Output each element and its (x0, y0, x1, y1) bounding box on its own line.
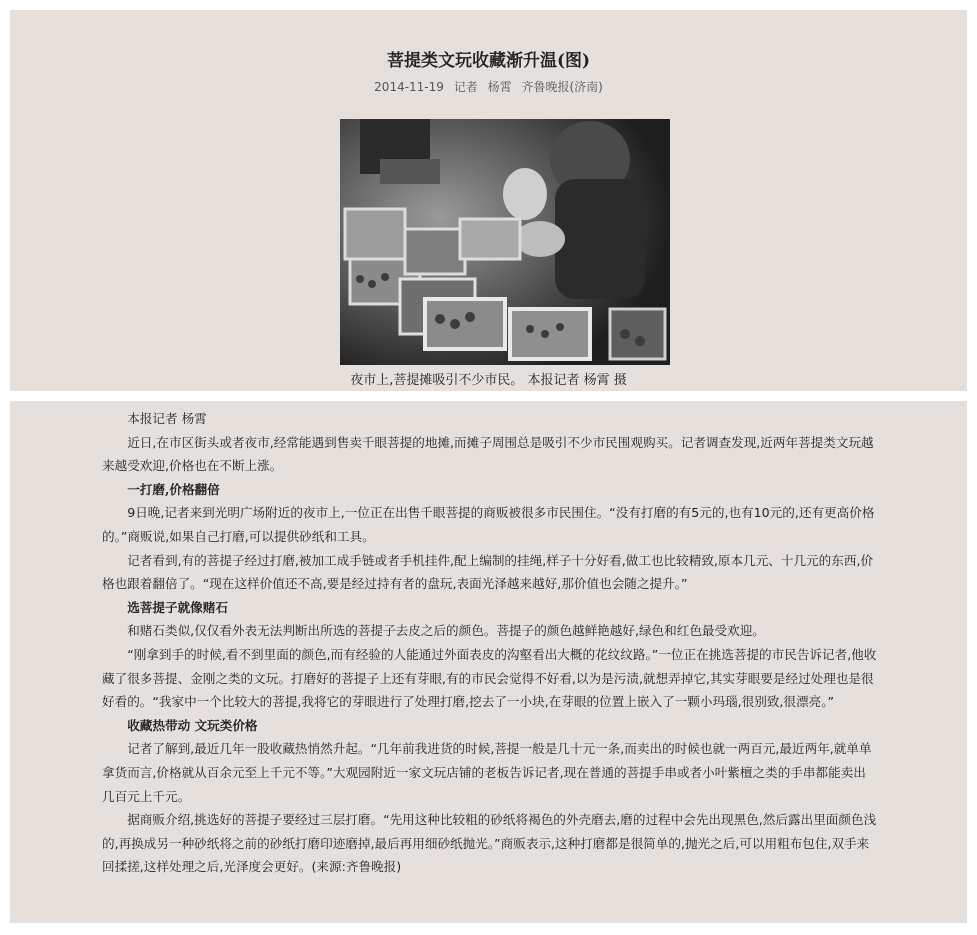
subheading-2: 选菩提子就像赌石 (127, 599, 228, 615)
paragraph-7: 据商贩介绍,挑选好的菩提子要经过三层打磨。“先用这种比较粗的砂纸将褐色的外壳磨去,磨的过程中会先出现黑色,然后露出里面颜色浅的,再换成另一种砂纸将之前的砂纸打磨印迹磨掉,最后再用细砂纸抛光。”商贩表示,这种打磨都是很简单的,抛光之后,可以用粗布包住,双手来回揉搓,这样处理之后,光泽度会更好。(来源:齐鲁晚报) (102, 812, 877, 875)
reporter-name: 杨霄 (487, 80, 512, 94)
article-title: 菩提类文玩收藏渐升温(图) (386, 51, 591, 71)
paragraph-2: 9日晚,记者来到光明广场附近的夜市上,一位正在出售千眼菩提的商贩被很多市民围住。“没有打磨的有5元的,也有10元的,还有更高价格的。”商贩说,如果自己打磨,可以提供砂纸和工具。 (102, 505, 875, 544)
paragraph-4: 和赌石类似,仅仅看外表无法判断出所选的菩提子去皮之后的颜色。菩提子的颜色越鲜艳越好,绿色和红色最受欢迎。 (127, 623, 765, 639)
article-body-panel (10, 401, 967, 923)
paragraph-1: 近日,在市区街头或者夜市,经常能遇到售卖千眼菩提的地摊,而摊子周围总是吸引不少市民围观购买。记者调查发现,近两年菩提类文玩越来越受欢迎,价格也在不断上涨。 (102, 434, 874, 474)
photo-illustration (340, 119, 670, 365)
paragraph-3: 记者看到,有的菩提子经过打磨,被加工成手链或者手机挂件,配上编制的挂绳,样子十分好看,做工也比较精致,原本几元、十几元的东西,价格也跟着翻倍了。“现在这样价值还不高,要是经过持有者的盘玩,表面光泽越来越好,那价值也会随之提升。” (102, 552, 874, 592)
subheading-1: 一打磨,价格翻倍 (127, 481, 220, 497)
byline: 本报记者 杨霄 (127, 411, 207, 426)
subheading-3: 收藏热带动 文玩类价格 (127, 717, 258, 733)
news-source: 齐鲁晚报(济南) (521, 80, 603, 94)
paragraph-6: 记者了解到,最近几年一股收藏热悄然升起。“几年前我进货的时候,菩提一般是几十元一条,而卖出的时候也就一两百元,最近两年,就单单拿货而言,价格就从百余元至上千元不等。”大观园附近一家文玩店铺的老板告诉记者,现在普通的菩提手串或者小叶紫檀之类的手串都能卖出几百元上千元。 (102, 741, 872, 804)
article-meta (10, 78, 967, 95)
photo-caption: 夜市上,菩提摊吸引不少市民。 本报记者 杨霄 摄 (350, 373, 627, 388)
article-header (10, 10, 967, 391)
paragraph-5: “刚拿到手的时候,看不到里面的颜色,而有经验的人能通过外面表皮的沟壑看出大概的花纹纹路。”一位正在挑选菩提的市民告诉记者,他收藏了很多菩提、金刚之类的文玩。打磨好的菩提子上还有芽眼,有的市民会觉得不好看,以为是污渍,就想弄掉它,其实芽眼要是经过处理也是很好看的。“我家中一个比较大的菩提,我将它的芽眼进行了处理打磨,挖去了一小块,在芽眼的位置上嵌入了一颗小玛瑙,很别致,很漂亮。” (102, 646, 877, 710)
publish-date: 2014-11-19 (374, 80, 444, 94)
article-body (102, 407, 877, 879)
reporter-label: 记者 (453, 80, 478, 94)
night-market-photo (340, 119, 670, 365)
